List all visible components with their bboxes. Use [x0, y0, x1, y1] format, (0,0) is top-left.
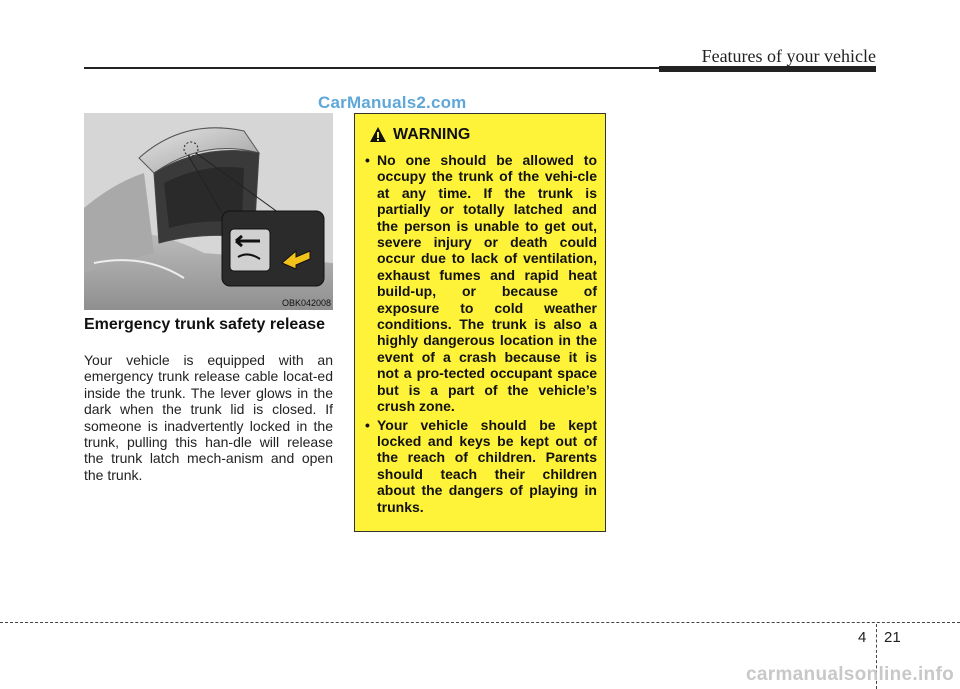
trunk-illustration [84, 113, 333, 310]
warning-box [354, 113, 606, 532]
page-number: 21 [884, 629, 901, 646]
watermark-link[interactable]: CarManuals2.com [318, 93, 467, 112]
header-rule [84, 67, 659, 69]
bullet: • [365, 152, 370, 168]
warning-title-text: WARNING [393, 126, 471, 143]
warning-item [365, 152, 597, 415]
trunk-release-figure [84, 113, 333, 310]
warning-list [365, 152, 597, 515]
warning-item-text: No one should be allowed to occupy the trunk of the vehi-cle at any time. If the trunk is partially or totally latched and the person is unable to get out, severe injury or death could occur due to lack of ventilation, exhaust fumes and rapid heat build-up, or because of exposure to cold weather conditions. The trunk is also a highly dangerous location in the event of a crash because it is not a pro-tected occupant space but is a part of the vehicle’s crush zone. [377, 152, 597, 415]
header-rule-accent [659, 66, 876, 72]
article-heading: Emergency trunk safety release [84, 316, 326, 333]
figure-code: OBK042008 [281, 298, 331, 308]
bullet: • [365, 416, 370, 433]
chapter-number: 4 [858, 629, 867, 646]
footer-rule [0, 622, 960, 623]
article-body: Your vehicle is equipped with an emergency trunk release cable locat-ed inside the trunk. The lever glows in the dark when the trunk lid is closed. If someone is inadvertently locked in the trunk, pulling this han-dle will release the trunk latch mech-anism and open the trunk. [84, 352, 333, 483]
footer-watermark-link[interactable]: carmanualsonline.info [746, 664, 954, 685]
warning-title [369, 124, 597, 146]
section-title: Features of your vehicle [701, 46, 876, 66]
warning-item [365, 417, 597, 515]
warning-item-text: Your vehicle should be kept locked and keys be kept out of the reach of children. Parents should teach their children about the dangers of playing in trunks. [377, 416, 597, 515]
warning-triangle-icon [369, 126, 387, 144]
